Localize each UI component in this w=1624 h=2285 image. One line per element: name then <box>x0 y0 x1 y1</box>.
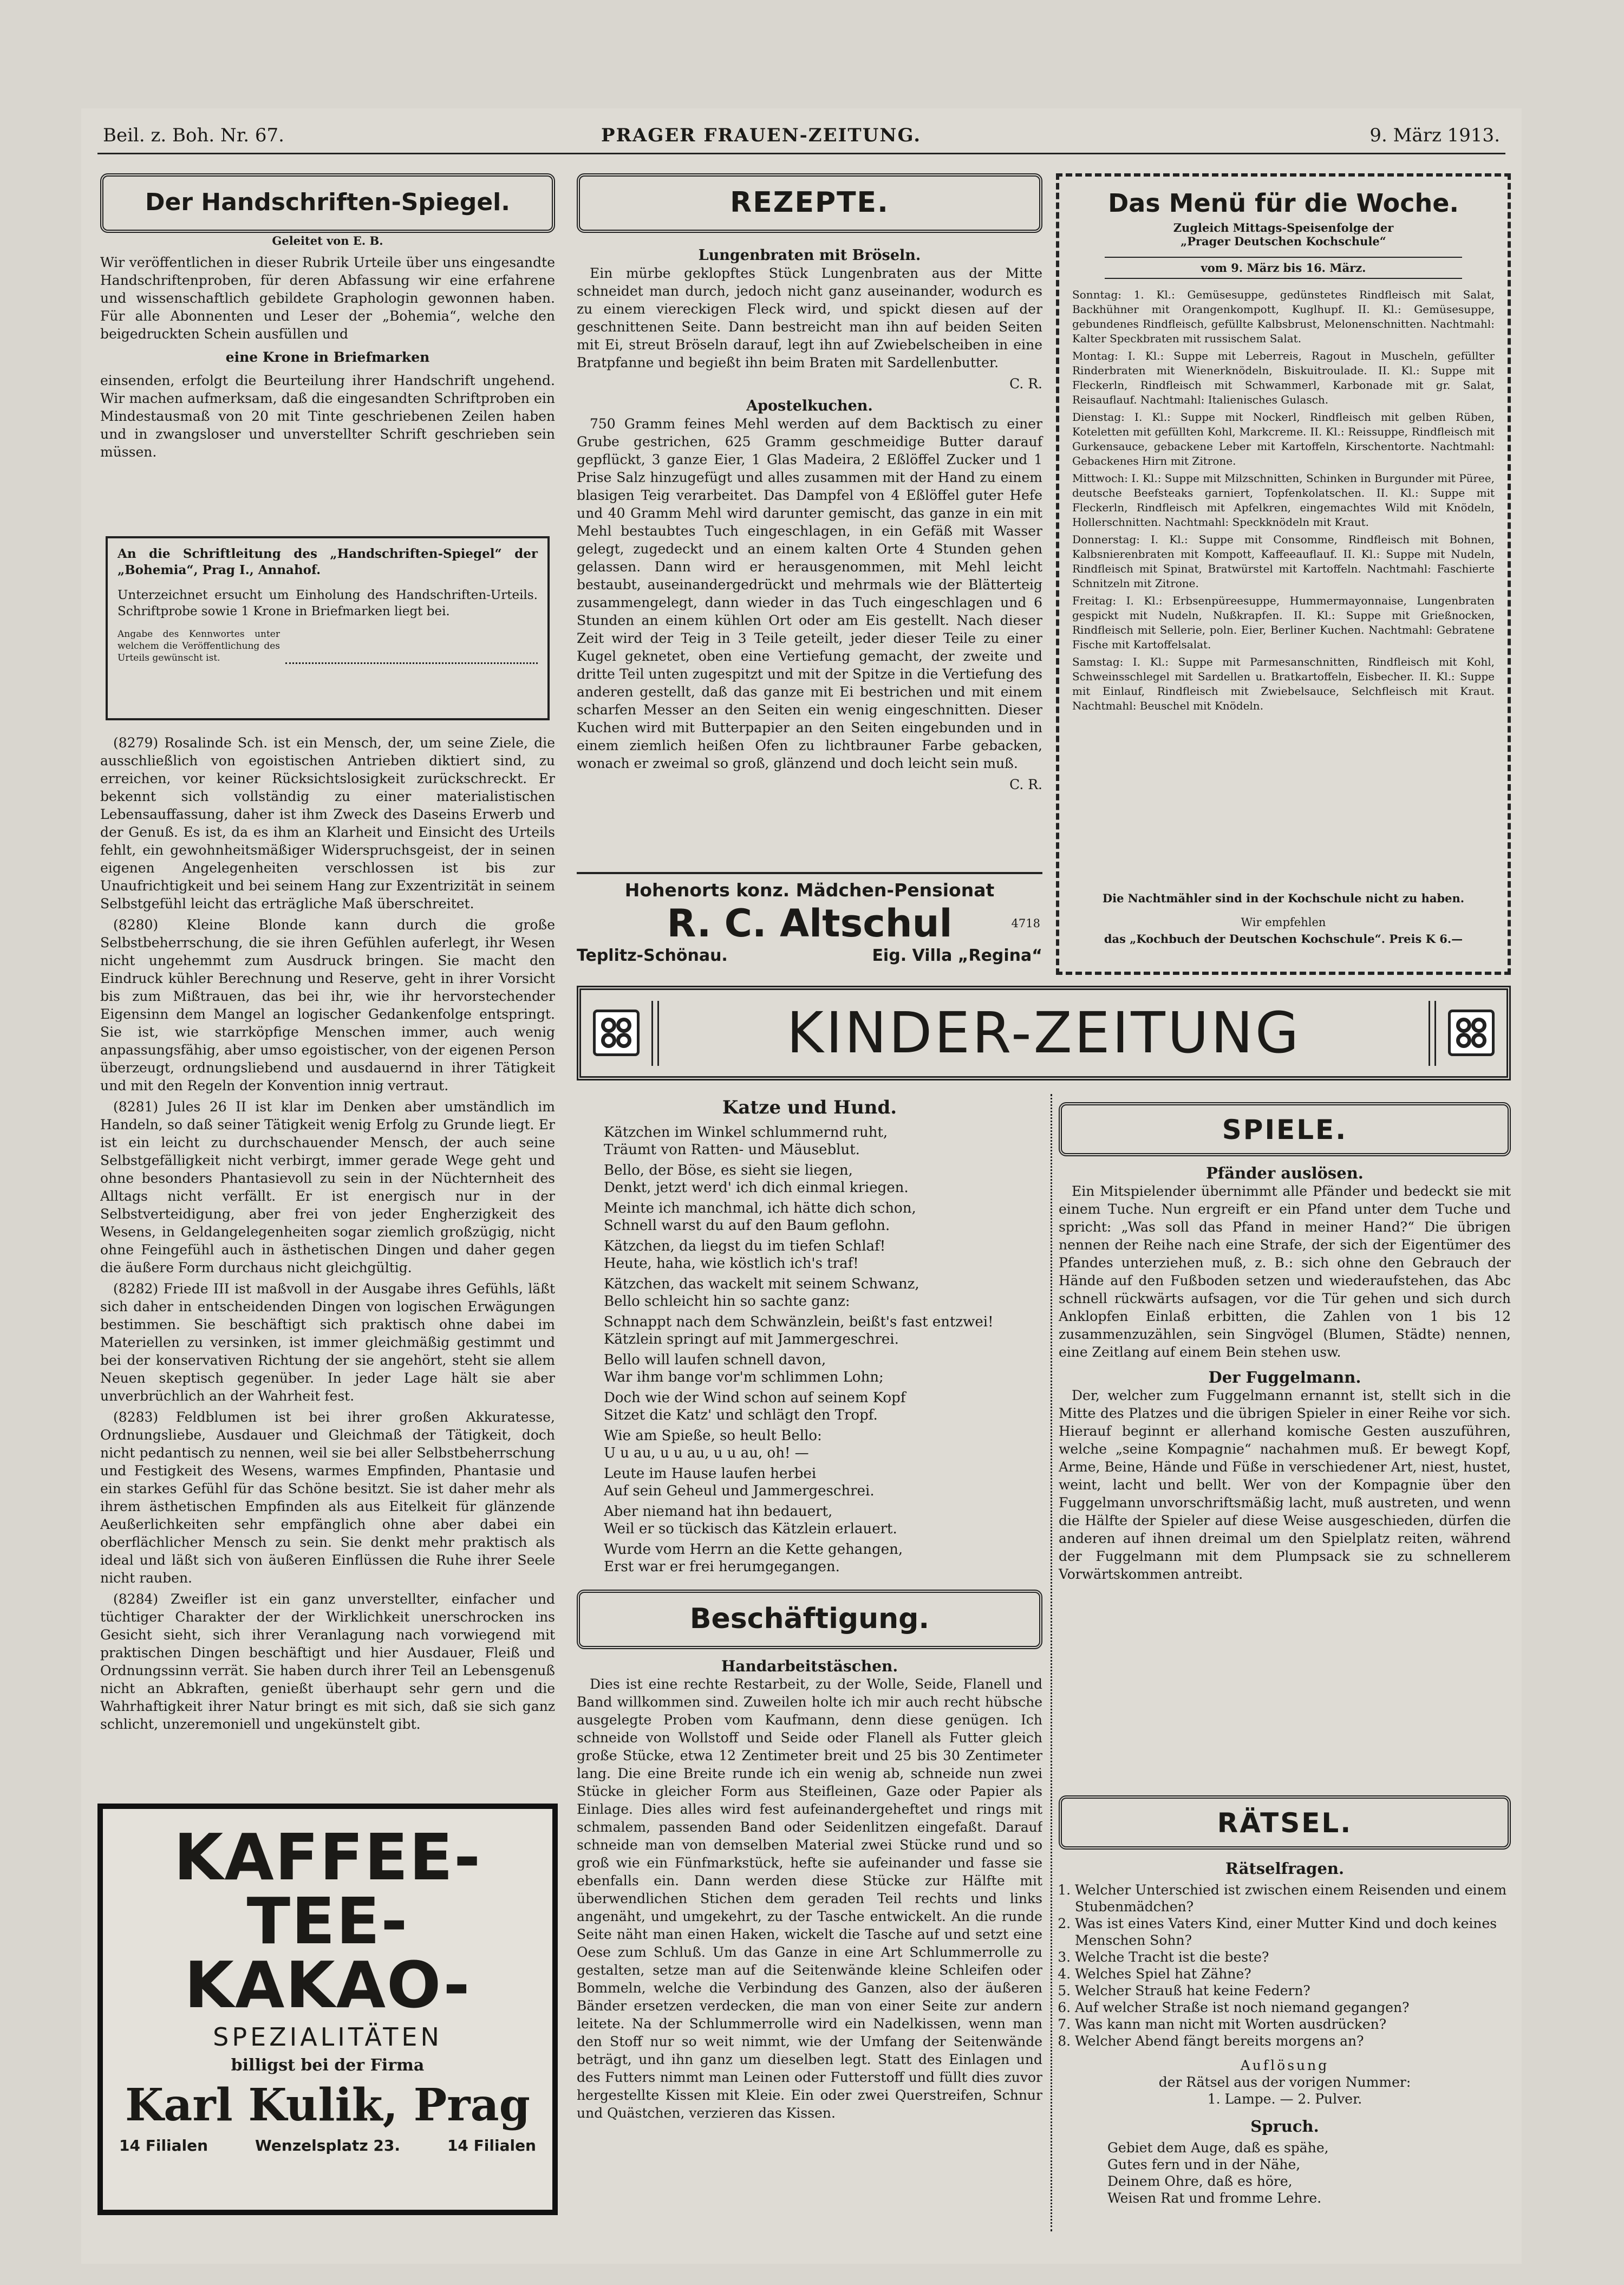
kinder-banner <box>577 986 1511 1080</box>
menu-note: Die Nachtmähler sind in der Kochschule nicht zu haben. <box>1102 891 1465 905</box>
rezepte-body <box>577 246 1042 793</box>
coupon-kennwort-label: Angabe des Kennwortes unter welchem die Veröffentlichung des Urteils gewünscht ist. <box>118 629 280 663</box>
spezialitaeten-line: SPEZIALITÄTEN <box>213 2022 442 2052</box>
poem-line: U u au, u u au, u u au, oh! — <box>604 1445 809 1461</box>
karl-kulik-name: Karl Kulik, Prag <box>125 2079 530 2131</box>
poem-line: Bello will laufen schnell davon, <box>604 1352 826 1368</box>
recipe-1-title: Lungenbraten mit Bröseln. <box>698 247 921 264</box>
poem-line: Meinte ich manchmal, ich hätte dich schon, <box>604 1200 916 1216</box>
recipe-1-text: Ein mürbe geklopftes Stück Lungenbraten aus der Mitte schneidet man durch, jedoch nicht ganz auseinander, wodurch es zu einem viereckigen Fleck wird, und spickt diesen auf der geschnittenen Seite. Dann bestreicht man ihn auf beiden Seiten mit Ei, streut Bröseln darauf, legt ihn auf Zwiebelscheiben in eine Bratpfanne und begießt ihn beim Braten mit Sardellenbutter. <box>577 265 1042 370</box>
coupon-address: An die Schriftleitung des „Handschriften-Spiegel“ der „Bohemia“, Prag I., Annahof. <box>118 546 538 577</box>
entry-8279: (8279) Rosalinde Sch. ist ein Mensch, der, um seine Ziele, die ausschließlich von egoistischen Antrieben diktiert sind, zu erreichen, vor keiner Rücksichtslosigkeit zurückschreckt. Er bekennt sich vollständig zu einer materialistischen Lebensauffassung, daher ist ihm Zweck des Daseins Erwerb und der Genuß. Es ist, da es ihm an Klarheit und Einsicht des Urteils fehlt, ein gewohnheitsmäßiger Widerspruchsgeist, der in seinen eigenen Angelegenheiten verschlossen ist bis zur Unaufrichtigkeit und bei seinem Hang zur Exzentrizität in seinem Selbstgefühl leicht das erträgliche Maß überschreitet. <box>100 735 555 912</box>
poem-line: Kätzlein springt auf mit Jammergeschrei. <box>604 1331 899 1347</box>
besch-body <box>577 1657 1042 2231</box>
recipe-1-sign: C. R. <box>1009 376 1042 392</box>
menu-tuesday: Dienstag: I. Kl.: Suppe mit Nockerl, Rindfleisch mit gelben Rüben, Koteletten mit gefüllten Kohl, Markcreme. II. Kl.: Reissuppe, Rindfleisch mit Gurkensauce, gebackene Leber mit Kartoffeln, Kirschentorte. Nachtmahl: Gebackenes Hirn mit Zitrone. <box>1072 411 1495 467</box>
menu-friday: Freitag: I. Kl.: Erbsenpüreesuppe, Hummermayonnaise, Lungenbraten gespickt mit Nudeln, Nußkrapfen. II. Kl.: Suppe mit Grießnocken, Rindfleisch mit Sellerie, poln. Eier, Berliner Kuchen. Nachtmahl: Gebratene Fische mit Kartoffelsalat. <box>1072 594 1495 651</box>
spruch-line: Weisen Rat und fromme Lehre. <box>1107 2190 1322 2206</box>
entry-8284: (8284) Zweifler ist ein ganz unverstellter, einfacher und tüchtiger Charakter der der Wirklichkeit unerschrocken ins Gesicht sieht, sich ihrer Veranlagung nach vorwiegend mit praktischen Dingen beschäftigt und hier Ausdauer, Fleiß und Ordnungssinn verrät. Sie haben durch ihrer Teil an Lebensgenuß nicht an Abkraften, genießt überhaupt sehr gern und die Wahrhaftigkeit ihrer Natur bringt es mit sich, daß sie sich ganz schlicht, unzeremoniell und ungekünstelt gibt. <box>100 1591 555 1732</box>
poem-line: Heute, haha, wie köstlich ich's traf! <box>604 1255 859 1272</box>
spruch-lines <box>1059 2139 1511 2206</box>
issue-date: 9. März 1913. <box>1369 125 1500 146</box>
poem-line: Schnappt nach dem Schwänzlein, beißt's fast entzwei! <box>604 1314 994 1330</box>
besch-title: Beschäftigung. <box>689 1603 930 1635</box>
kinder-title: KINDER-ZEITUNG <box>786 1000 1301 1066</box>
question-item: 5. Welcher Strauß hat keine Federn? <box>1075 1982 1511 1999</box>
intro-text-3: einsenden, erfolgt die Beurteilung ihrer Handschrift ungehend. Wir machen aufmerksam, daß die eingesandten Schriftproben ein Mindestausmaß von 20 mit Tinte geschriebenen Zeilen haben und in zwangsloser und unverstellter Schrift geschrieben sein müssen. <box>100 373 555 460</box>
billigst-line: billigst bei der Firma <box>231 2056 425 2075</box>
spruch-line: Gebiet dem Auge, daß es spähe, <box>1107 2140 1329 2156</box>
clover-ornament-icon <box>1448 1010 1495 1056</box>
question-item: 8. Welcher Abend fängt bereits morgens an? <box>1075 2033 1511 2049</box>
question-item: 6. Auf welcher Straße ist noch niemand gegangen? <box>1075 1999 1511 2016</box>
game-1-title: Pfänder auslösen. <box>1206 1164 1364 1182</box>
issue-number: Beil. z. Boh. Nr. 67. <box>103 125 284 146</box>
handschriften-intro <box>100 253 555 461</box>
intro-text-1: Wir veröffentlichen in dieser Rubrik Urteile über uns eingesandte Handschriftenproben, für deren Abfassung wir eine erfahrene und wissenschaftlich gebildete Graphologin gewonnen haben. Für alle Abonnenten und Leser der „Bohemia“, welche den beigedruckten Schein ausfüllen und <box>100 255 555 342</box>
rezepte-title: REZEPTE. <box>730 186 889 219</box>
spiele-title-box <box>1059 1102 1511 1156</box>
banner-divider-left <box>651 1001 659 1066</box>
raetsel-questions <box>1059 1882 1511 2049</box>
filialen-right: 14 Filialen <box>447 2137 536 2154</box>
menu-sunday: Sonntag: 1. Kl.: Gemüsesuppe, gedünstetes Rindfleisch mit Salat, Backhühner mit Orangenkompott, Kuglhupf. II. Kl.: Gemüsesuppe, gebundenes Rindfleisch, gefüllte Kalbsbrust, Melonenschnitten. Nachtmahl: Kalter Speckbraten mit russischem Salat. <box>1072 288 1495 345</box>
menu-sub-2: „Prager Deutschen Kochschule“ <box>1181 235 1386 248</box>
banner-divider-right <box>1429 1001 1436 1066</box>
poem-line: Träumt von Ratten- und Mäuseblut. <box>604 1142 860 1158</box>
poem-line: Wie am Spieße, so heult Bello: <box>604 1428 822 1444</box>
poem-line: Aber niemand hat ihn bedauert, <box>604 1503 833 1520</box>
poem-line: Doch wie der Wind schon auf seinem Kopf <box>604 1390 906 1406</box>
recipe-2-sign: C. R. <box>1009 777 1042 792</box>
clover-ornament-icon <box>593 1010 640 1056</box>
question-item: 1. Welcher Unterschied ist zwischen einem Reisenden und einem Stubenmädchen? <box>1075 1882 1511 1915</box>
besch-text: Dies ist eine rechte Restarbeit, zu der Wolle, Seide, Flanell und Band willkommen sind. Zuweilen holte ich mir auch recht hübsche ausgelegte Proben vom Kaufmann, denn diese genügen. Ich schneide von Wollstoff und Seide oder Flanell als Futter gleich große Stücke, etwa 12 Zentimeter breit und 25 bis 30 Zentimeter lang. Die eine Breite runde ich ein wenig ab, schneide nun zwei Stücke in gleicher Form aus Steifleinen, Gaze oder Papier als Einlage. Dies alles wird fest aufeinandergeheftet und rings mit schmalem, passenden Band oder Seidenlitzen eingefaßt. Darauf schneide man von demselben Material zwei Stücke rund und so groß wie ein Fünfmarkstück, hefte sie aufeinander und fasse sie ebenfalls ein. Dann werden diese Stücke zur Hälfte mit überwendlichen Stichen dem geraden Teil rechts und links angenäht, und umgekehrt, zu der Tasche entwickelt. An die runde Seite näht man einen Haken, wickelt die Tasche auf und setzt eine Oese zum Schluß. Um das Ganze in eine Art Schlummerrolle zu gestalten, setze man auf die Seitenwände kleine Schleifen oder Bommeln, welche die Verbindung des Ganzen, also der äußeren Bänder ersetzen verdecken, die man von einer Seite zur andern leitete. Na der Schlummerrolle wird ein Nadelkissen, wenn man den Stoff nur so weit nimmt, wie der Umfang der Seitenwände beträgt, und ihn ganz um dieselben legt. Statt des Einlagen und des Futters nimmt man Leinen oder Futterstoff und füllt dies zuvor hergestellte Kissen mit Kleie. Ein oder zwei Querstreifen, Schnur und Quästchen, verzieren das Kissen. <box>577 1676 1042 2121</box>
menu-date: vom 9. März bis 16. März. <box>1105 257 1462 279</box>
aufloesung-answers: 1. Lampe. — 2. Pulver. <box>1207 2091 1362 2107</box>
poem-lines <box>577 1124 1042 1576</box>
newspaper-page <box>81 108 1522 2264</box>
menu-monday: Montag: I. Kl.: Suppe mit Leberreis, Ragout in Muscheln, gefüllter Rinderbraten mit Wienerknödeln, Biskuitroulade. II. Kl.: Suppe mit Fleckerln, Rindfleisch mit Schwammerl, Karbonade mit gr. Salat, Reisauflauf. Nachtmahl: Italienisches Gulasch. <box>1072 349 1495 406</box>
entry-8280: (8280) Kleine Blonde kann durch die große Selbstbeherrschung, die sie ihren Gefühlen auferlegt, ihr Wesen nicht ungehemmt zum Ausdruck bringen. Sie macht den Eindruck kühler Berechnung und Reserve, geht in ihrer Vorsicht bis zum Mißtrauen, das bei ihr, wie ihr hervorstechender Eigensinn dem Mangel an logischer Gedankenfolge entspringt. Sie ist, wie starrköpfige Menschen immer, auch wenig anpassungsfähig, aber umso egoistischer, von der eigenen Person überzeugt, ordnungsliebend und ausdauernd in ihrer Tätigkeit und mit den Regeln der Konvention innig vertraut. <box>100 917 555 1093</box>
question-item: 7. Was kann man nicht mit Worten ausdrücken? <box>1075 2016 1511 2033</box>
spruch-title: Spruch. <box>1250 2117 1319 2136</box>
game-2-text: Der, welcher zum Fuggelmann ernannt ist, stellt sich in die Mitte des Platzes und die übrigen Spieler in einer Reihe vor sich. Hierauf beginnt er allerhand komische Gesten auszuführen, welche „seine Kompagnie“ nachahmen muß. Er bewegt Kopf, Arme, Beine, Hände und Füße in verschiedener Art, niest, hustet, weint, lacht und bellt. Wer von der Kompagnie über den Fuggelmann unvorschriftsmäßig lacht, muß austreten, und wenn die Hälfte der Spieler auf diese Weise ausgeschieden, dürfen die anderen auf ihnen dreimal um den Spielplatz reiten, während der Fuggelmann mit dem Plumpsack sie zu schnellerem Vorwärtskommen antreibt. <box>1059 1388 1511 1582</box>
menu-saturday: Samstag: I. Kl.: Suppe mit Parmesanschnitten, Rindfleisch mit Kohl, Schweinsschlegel mit Sardellen u. Bratkartoffeln, Eisbecher. II. Kl.: Suppe mit Einlauf, Rindfleisch mit Zwiebelsauce, Selchfleisch mit Kraut. Nachtmahl: Beuschel mit Knödeln. <box>1072 655 1495 712</box>
spruch-line: Deinem Ohre, daß es höre, <box>1107 2173 1293 2189</box>
question-item: 4. Welches Spiel hat Zähne? <box>1075 1965 1511 1982</box>
menu-box <box>1056 173 1511 975</box>
altschul-number: 4718 <box>1011 917 1040 930</box>
intro-text-2: eine Krone in Briefmarken <box>225 349 430 365</box>
poem-line: Leute im Hause laufen herbei <box>604 1466 817 1482</box>
handschriften-title: Der Handschriften-Spiegel. <box>145 188 510 216</box>
altschul-line-1: Hohenorts konz. Mädchen-Pensionat <box>624 880 995 901</box>
menu-recommend-2: das „Kochbuch der Deutschen Kochschule“. Preis K 6.— <box>1104 932 1463 946</box>
altschul-ad <box>577 872 1042 977</box>
handschriften-entries <box>100 734 555 1763</box>
menu-recommend-1: Wir empfehlen <box>1241 916 1326 929</box>
coupon-box <box>106 536 550 720</box>
poem-line: Bello, der Böse, es sieht sie liegen, <box>604 1162 853 1179</box>
coupon-request: Unterzeichnet ersucht um Einholung des Handschriften-Urteils. Schriftprobe sowie 1 Krone in Briefmarken liegt bei. <box>118 588 538 619</box>
column-separator <box>1051 1094 1052 2231</box>
kaffee-ad <box>97 1804 558 2215</box>
raetsel-title-box <box>1059 1795 1511 1850</box>
aufloesung-sub: der Rätsel aus der vorigen Nummer: <box>1158 2074 1411 2090</box>
game-1-text: Ein Mitspielender übernimmt alle Pfänder und bedeckt sie mit einem Tuche. Nun ergreift er ein Pfand unter dem Tuche und spricht: „Was soll das Pfand in meiner Hand?“ Die übrigen nennen der Reihe nach eine Strafe, der sich der Eigentümer des Pfandes unterziehen muß, z. B.: sich ohne den Gebrauch der Hände auf den Fußboden setzen und wiederaufstehen, das Abc schnell rückwärts aufsagen, vor die Tür gehen und sich durch Anklopfen Einlaß erbitten, die Zahlen von 1 bis 12 zusammenzuzählen, sein Singvögel (Blumen, Städte) nennen, eine Zeitlang auf einem Bein stehen usw. <box>1059 1183 1511 1360</box>
raetsel-title: RÄTSEL. <box>1217 1807 1353 1839</box>
kaffee-line: KAFFEE- <box>173 1820 482 1895</box>
raetsel-subtitle: Rätselfragen. <box>1225 1859 1345 1878</box>
spiele-title: SPIELE. <box>1222 1114 1348 1145</box>
menu-days <box>1072 288 1495 713</box>
poem-line: Erst war er frei herumgegangen. <box>604 1559 840 1575</box>
besch-title-box <box>577 1590 1042 1649</box>
entry-8282: (8282) Friede III ist maßvoll in der Ausgabe ihres Gefühls, läßt sich daher in entscheidenden Dingen von logischen Erwägungen bestimmen. Sie beschäftigt sich praktisch ohne dabei im Materiellen zu versinken, ist immer gleichmäßig gestimmt und bei der konservativen Richtung der sie angehört, steht sie allem Neuen skeptisch gegenüber. In jeder Lage hält sie aber unverbrüchlich an der Wahrheit fest. <box>100 1281 555 1404</box>
altschul-villa: Eig. Villa „Regina“ <box>872 946 1042 965</box>
altschul-line-3 <box>577 946 1042 965</box>
poem-line: Wurde vom Herrn an die Kette gehangen, <box>604 1541 903 1558</box>
aufloesung-label: Auflösung <box>1240 2058 1329 2073</box>
poem-line: Weil er so tückisch das Kätzlein erlauert. <box>604 1521 897 1537</box>
poem-line: Sitzet die Katz' und schlägt den Tropf. <box>604 1407 878 1423</box>
page-header <box>103 125 1500 152</box>
poem-line: Kätzchen im Winkel schlummernd ruht, <box>604 1124 888 1141</box>
besch-subtitle: Handarbeitstäschen. <box>721 1657 898 1675</box>
menu-sub-1: Zugleich Mittags-Speisenfolge der <box>1173 221 1394 235</box>
recipe-2-text: 750 Gramm feines Mehl werden auf dem Backtisch zu einer Grube gestrichen, 625 Gramm geschmeidige Butter darauf gepflückt, 3 ganze Eier, 1 Glas Madeira, 2 Eßlöffel Zucker und 1 Prise Salz hinzugefügt und alles zusammen mit der Hand zu einem blasigen Teig verarbeitet. Das Dampfel von 4 Eßlöffel guter Hefe und 40 Gramm Mehl wird darunter gemischt, das ganze in ein mit Mehl bestaubtes Tuch eingeschlagen, in ein Gefäß mit Wasser gelegt, zugedeckt und an einem kalten Orte 4 Stunden gehen gelassen. Dann wird er herausgenommen, mit Mehl leicht bestaubt, auseinandergedrückt und mehrmals wie der Blätterteig zusammengelegt, dann wieder in das Tuch eingeschlagen und 6 Stunden an einem kühlen Ort oder am Eis gestellt. Nach dieser Zeit wird der Teig in 3 Teile geteilt, jeder dieser Teile zu einer Kugel geknetet, oben eine Vertiefung gemacht, der zweite und dritte Teil unten zugespitzt und mit der Spitze in die Vertiefung des anderen gestellt, daß das ganze mit Ei bestrichen und mit einem scharfen Messer an den Seiten ein wenig eingeschnitten. Dieser Kuchen wird mit Butterpapier an den Seiten eingebunden und in einem ziemlich heißen Ofen zu lichtbrauner Farbe gebacken, wonach er zweimal so groß, glänzend und doch leicht sein muß. <box>577 416 1042 771</box>
poem-line: Denkt, jetzt werd' ich dich einmal kriegen. <box>604 1180 909 1196</box>
spiele-body <box>1059 1164 1511 1586</box>
question-item: 3. Welche Tracht ist die beste? <box>1075 1949 1511 1965</box>
kaffee-address: Wenzelsplatz 23. <box>255 2137 400 2154</box>
tee-line: TEE- <box>246 1884 409 1958</box>
spruch-line: Gutes fern und in der Nähe, <box>1107 2157 1301 2172</box>
handschriften-title-box <box>100 173 555 233</box>
poem-line: War ihm bange vor'm schlimmen Lohn; <box>604 1369 884 1385</box>
coupon-kennwort-field[interactable] <box>285 630 538 664</box>
paper-title: PRAGER FRAUEN-ZEITUNG. <box>601 125 922 146</box>
kaffee-address-row <box>103 2131 552 2154</box>
question-item: 2. Was ist eines Vaters Kind, einer Mutter Kind und doch keines Menschen Sohn? <box>1075 1915 1511 1949</box>
entry-8283: (8283) Feldblumen ist bei ihrer großen Akkuratesse, Ordnungsliebe, Ausdauer und Gleichmaß der Tätigkeit, doch nicht pedantisch zu nennen, weil sie bei aller Selbstbeherrschung und Festigkeit des Wesens, warmes Empfinden, Phantasie und ein starkes Gefühl für das Schöne besitzt. Sie ist daher mehr als ihrem ästhetischen Empfinden als aus Eitelkeit für glänzende Aeußerlichkeiten sehr empfänglich ohne aber dabei ein oberflächlicher Mensch zu sein. Sie denkt mehr praktisch als ideal und läßt sich von äußeren Einflüssen die Ruhe ihrer Seele nicht rauben. <box>100 1409 555 1586</box>
game-2-title: Der Fuggelmann. <box>1208 1368 1361 1386</box>
altschul-city: Teplitz-Schönau. <box>577 946 728 965</box>
menu-wednesday: Mittwoch: I. Kl.: Suppe mit Milzschnitten, Schinken in Burgunder mit Püree, deutsche Beefsteaks garniert, Topfenkolatschen. II. Kl.: Suppe mit Fleckerln, Rindfleisch mit Apfelkren, eingemachtes Wild mit Knödeln, Hollerschnitten. Nachtmahl: Speckknödeln mit Kraut. <box>1072 472 1495 529</box>
menu-title: Das Menü für die Woche. <box>1108 188 1459 218</box>
poem-line: Kätzchen, da liegst du im tiefen Schlaf! <box>604 1238 886 1254</box>
poem-line: Bello schleicht hin so sachte ganz: <box>604 1293 850 1310</box>
altschul-name: R. C. Altschul <box>667 901 953 946</box>
rezepte-title-box <box>577 173 1042 233</box>
header-rule <box>97 153 1505 154</box>
handschriften-byline: Geleitet von E. B. <box>272 234 383 248</box>
poem-line: Auf sein Geheul und Jammergeschrei. <box>604 1483 875 1499</box>
poem-section <box>577 1097 1042 1579</box>
filialen-left: 14 Filialen <box>119 2137 208 2154</box>
poem-line: Kätzchen, das wackelt mit seinem Schwanz, <box>604 1276 919 1292</box>
kakao-line: KAKAO- <box>184 1948 471 2022</box>
raetsel-body <box>1059 1860 1511 2206</box>
poem-title: Katze und Hund. <box>722 1097 897 1118</box>
menu-thursday: Donnerstag: I. Kl.: Suppe mit Consomme, Rindfleisch mit Bohnen, Kalbsnierenbraten mit Kompott, Kaffeeauflauf. II. Kl.: Suppe mit Nudeln, Rindfleisch mit Spinat, Bratwürstel mit Kartoffeln. Nachtmahl: Faschierte Schnitzeln mit Zitrone. <box>1072 533 1495 590</box>
poem-line: Schnell warst du auf den Baum geflohn. <box>604 1218 890 1234</box>
recipe-2-title: Apostelkuchen. <box>746 398 873 414</box>
entry-8281: (8281) Jules 26 II ist klar im Denken aber umständlich im Handeln, so daß seiner Tätigkeit wenig Erfolg zu Grunde liegt. Er ist ein leicht zu durchschauender Mensch, der auch seine Selbstgefälligkeit nicht verbirgt, immer gerade Wege geht und ohne besonders Phantasievoll zu sein in der Nüchternheit des Alltags nicht verfällt. Er ist energisch nur in der Selbstverteidigung, aber frei von jeder Engherzigkeit des Wesens, in Geldangelegenheiten sogar ziemlich großzügig, nicht ohne Feingefühl auch in ästhetischen Dingen und daher gegen die äußere Form durchaus nicht gleichgültig. <box>100 1099 555 1275</box>
